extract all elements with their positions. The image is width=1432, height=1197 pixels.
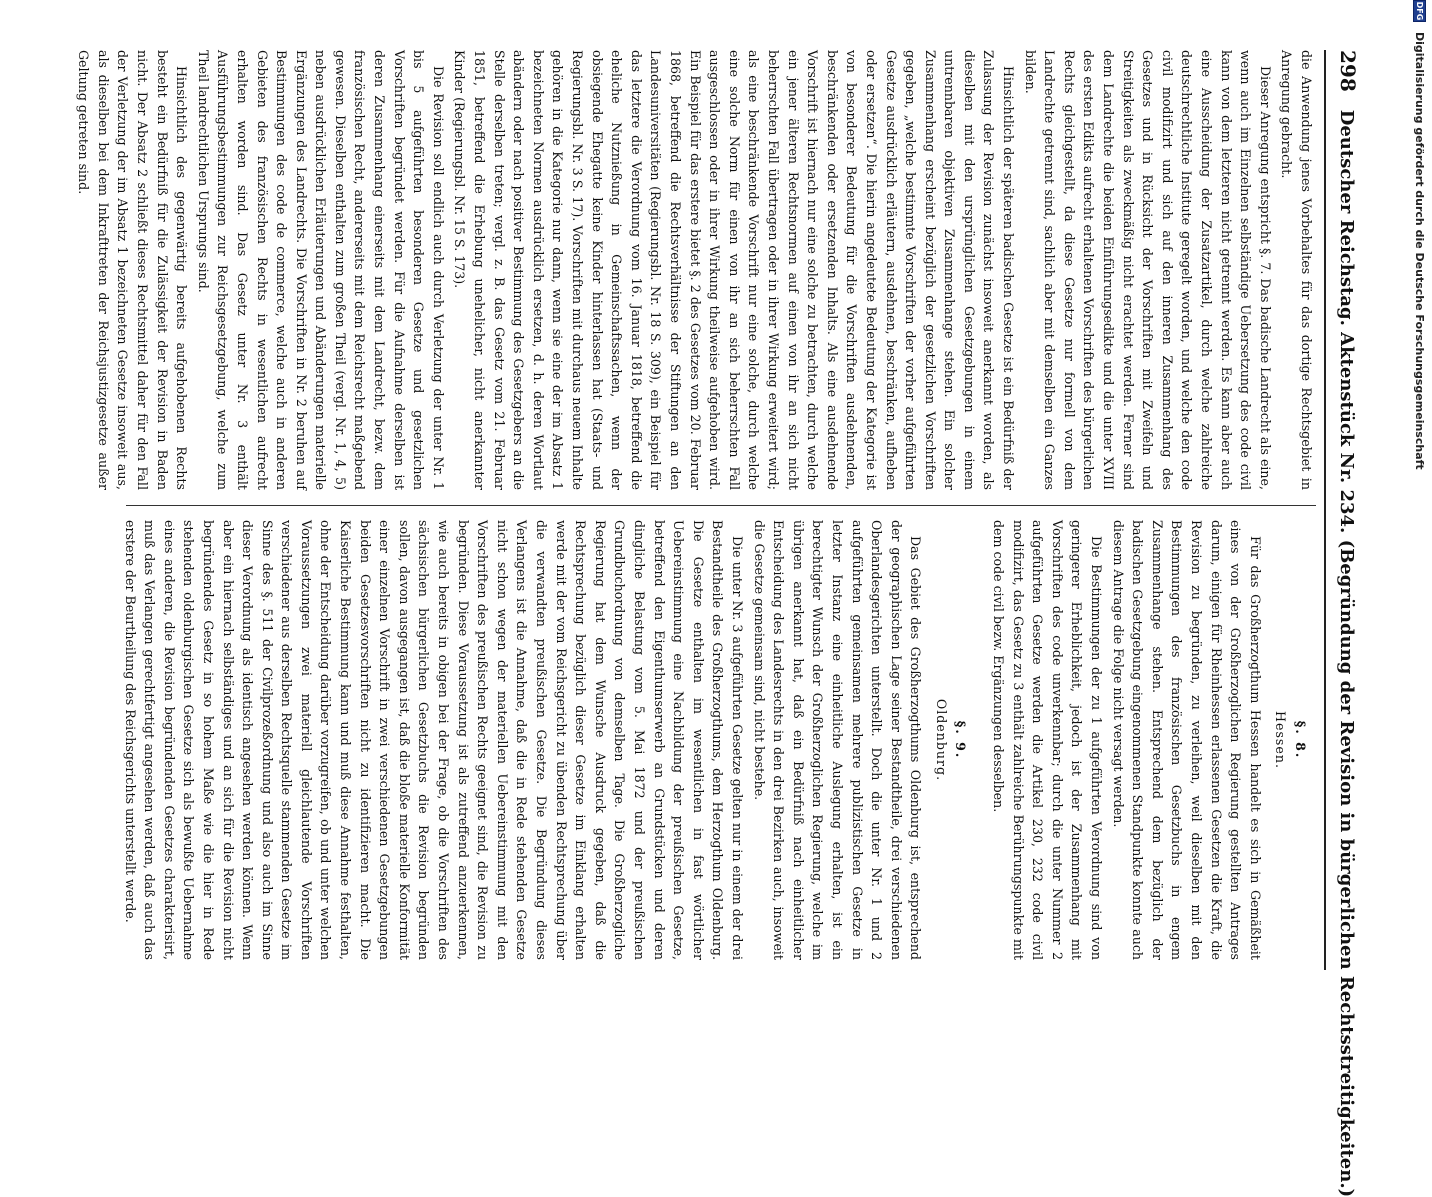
rotated-page xyxy=(76,50,1360,1197)
page-header xyxy=(1324,50,1360,1197)
section-8-subheading: Hessen. xyxy=(1273,711,1289,769)
digitization-footer xyxy=(1413,0,1426,1000)
page-number: 298 xyxy=(1336,50,1360,92)
column-separator xyxy=(126,505,1316,506)
section-8-heading: §. 8. xyxy=(1293,720,1308,760)
section-spacer xyxy=(977,520,987,960)
section-9-paragraph-2: Die unter Nr. 3 aufgeführten Gesetze gelten nur in einem der drei Bestandtheile des Großherzogthums, dem Herzogthum Oldenburg. Die Gesetze enthalten im wesentlichen in fast wörtlicher Uebereinstimmung eine Nachbildung der preußischen Gesetze, betreffend den Eigenthumserwerb an Grundstücken und deren dingliche Belastung vom 5. Mai 1872 und der preußischen Grundbuchordnung von demselben Tage. Die Großherzogliche Regierung hat dem Wunsche Ausdruck gegeben, daß die Rechtsprechung bezüglich dieser Gesetze im Einklang erhalten werde mit der vom Reichsgericht zu übenden Rechtsprechung über die verwandten preußischen Gesetze. Die Begründung dieses Verlangens ist die Annahme, daß die in Rede stehenden Gesetze nicht schon wegen der materiellen Uebereinstimmung mit den Vorschriften des preußischen Rechts geeignet sind, die Revision zu begründen. Diese Voraussetzung ist als zutreffend anzuerkennen, wie auch bereits in obigen bei der Frage, ob die Vorschriften des sächsischen bürgerlichen Gesetzbuchs die Revision begründen sollen, davon ausgegangen ist, daß die bloße materielle Konformität einer einzelnen Vorschrift in zwei verschiedenen Gesetzgebungen beiden Gesetzesvorschriften nicht zu identifizieren macht. Die Kaiserliche Bestimmung kann und muß diese Annahme festhalten, ohne der Entscheidung darüber vorzugreifen, ob und unter welchen Voraussetzungen zwei materiell gleichlautende Vorschriften verschiedener aus derselben Rechtsquelle stammenden Gesetze im Sinne des §. 511 der Civilprozeßordnung und also auch im Sinne dieser Verordnung als identisch angesehen werden können. Wenn aber ein hiernach selbständiges und an sich für die Revision nicht begründendes Gesetz in so hohem Maße wie die hier in Rede stehenden oldenburgischen Gesetze sich als bewußte Uebernahme eines anderen, die Revision begründenden Gesetzes charakterisirt, muß das Verlangen gerechtfertigt angesehen werden, daß auch das erstere der Beurtheilung des Reichsgerichts unterstellt werde. xyxy=(122,520,745,960)
dfg-logo-icon: DFG xyxy=(1415,1,1424,21)
section-9-subheading: Oldenburg. xyxy=(933,698,949,782)
left-paragraph-1: die Anwendung jenes Vorbehaltes für das dortige Rechtsgebiet in Anregung gebracht. xyxy=(1279,50,1314,490)
left-column xyxy=(72,50,1316,490)
section-8-paragraph-1: Für das Großherzogthum Hessen handelt es sich in Gemäßheit eines von der Großherzoglichen Regierung gestellten Antrages darum, einigen für Rheinhessen erlassenen Gesetzen die Kraft, die Revision zu begründen, zu verleihen, weil dieselben mit den Bestimmungen des französischen Gesetzbuchs in engem Zusammenhange stehen. Entsprechend dem bezüglich der badischen Gesetzgebung eingenommenen Standpunkte konnte auch diesem Antrage die Folge nicht versagt werden. xyxy=(1110,520,1263,960)
section-8-paragraph-2: Die Bestimmungen der zu 1 aufgeführten Verordnung sind von geringerer Erheblichkeit, jedoch ist der Zusammenhang mit Vorschriften des code unverkennbar; durch die unter Nummer 2 aufgeführten Gesetze werden die Artikel 230, 232 code civil modifizirt, das Gesetz zu 3 enthält zahlreiche Berührungspunkte mit dem code civil bezw. Ergänzungen desselben. xyxy=(991,520,1105,960)
left-paragraph-2: Dieser Anregung entspricht §. 7. Das badische Landrecht als eine, wenn auch im Einzelnen selbständige Uebersetzung des code civil kann von dem letzteren nicht getrennt werden. Es kann aber auch eine Ausscheidung der Zusatzartikel, durch welche zahlreiche deutschrechtliche Institute geregelt worden, und welche den code civil modifizirt und sich auf den inneren Zusammenhang des Gesetzes und in Rücksicht der Vorschriften mit Zweifeln und Streitigkeiten als zweckmäßig nicht erachtet werden. Ferner sind dem Landrechte die beiden Einführungsedikte und die unter XVIII des ersten Edikts aufrecht erhaltenen Vorschriften des bürgerlichen Rechts gleichgestellt, da diese Gesetze nur formell von dem Landrechte getrennt sind, sachlich aber mit demselben ein Ganzes bilden. xyxy=(1022,50,1273,490)
left-paragraph-5: Hinsichtlich des gegenwärtig bereits aufgehobenen Rechts besteht ein Bedürfniß für die Zulässigkeit der Revision in Baden nicht. Der Absatz 2 schließt dieses Rechtsmittel daher für den Fall der Verletzung der im Absatz 1 bezeichneten Gesetze insoweit aus, als dieselben bei dem Inkrafttreten der Reichsjustizgesetze außer Geltung getreten sind. xyxy=(76,50,190,490)
section-9-paragraph-1: Das Gebiet des Großherzogthums Oldenburg ist, entsprechend der geographischen Lage seiner Bestandtheile, drei verschiedenen Oberlandesgerichten unterstellt. Doch die unter Nr. 1 und 2 aufgeführten gemeinsamen mehrere publizistischen Gesetze in letzter Instanz eine einheitliche Auslegung erhalten, ist ein berechtigter Wunsch der Großherzoglichen Regierung, welche im übrigen anerkannt hat, daß ein Bedürfniß nach einheitlicher Entscheidung des Landesrechts in den drei Bezirken auch, insoweit die Gesetze gemeinsam sind, nicht bestehe. xyxy=(751,520,924,960)
footer-text: Digitalisierung gefördert durch die Deutsche Forschungsgemeinschaft xyxy=(1413,32,1426,470)
section-9-heading: §. 9. xyxy=(953,720,969,760)
left-paragraph-3: Hinsichtlich der späteren badischen Gesetze ist ein Bedürfniß der Zulassung der Revision zunächst insoweit anerkannt worden, als dieselben mit den ursprünglichen Gesetzgebungen in einem untrennbaren objektiven Zusammenhange stehen. Ein solcher Zusammenhang erscheint bezüglich der gesetzlichen Vorschriften gegeben, „welche bestimmte Vorschriften der vorher aufgeführten Gesetze ausdrücklich erläutern, ausdehnen, beschränken, aufheben oder ersetzen“. Die hierin angedeutete Bedeutung der Kategorie ist von besonderer Bedeutung für die Vorschriften ausdehnenden, beschränkenden oder ersetzenden Inhalts. Als eine ausdehnende Vorschrift ist hiernach nur eine solche zu betrachten, durch welche ein jener älteren Rechtsnormen auf einen von ihr an sich nicht beherrschten Fall übertragen oder in ihrer Wirkung erweitert wird; als eine beschränkende Vorschrift nur eine solche, durch welche eine solche Norm für einen von ihr an sich beherrschten Fall ausgeschlossen oder in ihrer Wirkung theilweise aufgehoben wird. Ein Beispiel für das erstere bietet §. 2 des Gesetzes vom 20. Februar 1868, betreffend die Rechtsverhältnisse der Stiftungen an den Landesuniversitäten (Regierungsbl. Nr. 18 S. 309), ein Beispiel für das letztere die Verordnung vom 16. Januar 1818, betreffend die eheliche Nutznießung in Gemeinschaftssachen, wenn der obsiegende Ehegatte keine Kinder hinterlassen hat (Staats- und Regierungsbl. Nr. 3 S. 17). Vorschriften mit durchaus neuem Inhalte gehören in die Kategorie nur dann, wenn sie eine der im Absatz 1 bezeichneten Normen ausdrücklich ersetzen, d. h. deren Wortlaut abändern oder nach positiver Bestimmung des Gesetzgebers an die Stelle derselben treten; vergl. z. B. das Gesetz vom 21. Februar 1851, betreffend die Erhebung unehelicher, nicht anerkannter Kinder (Regierungsbl. Nr. 15 S. 173). xyxy=(452,50,1017,490)
page-title: Deutscher Reichstag. Aktenstück Nr. 234. (Begründung der Revision in bürgerlichen Rechtsstreitigkeiten.) xyxy=(1336,109,1357,1197)
right-column xyxy=(118,520,1316,960)
left-paragraph-4: Die Revision soll endlich auch durch Verletzung der unter Nr. 1 bis 5 aufgeführten besonderen Gesetze und gesetzlichen Vorschriften begründet werden. Für die Aufnahme derselben ist deren Zusammenhang einerseits mit dem Landrecht, bezw. dem französischen Recht, andererseits mit dem Reichsrecht maßgebend gewesen. Dieselben enthalten zum großen Theil (vergl. Nr. 1, 4, 5) neben ausdrücklichen Erläuterungen und Abänderungen materielle Ergänzungen des Landrechts. Die Vorschriften in Nr. 2 beruhen auf Bestimmungen des code de commerce, welche auch in anderen Gebieten des französischen Rechts in wesentlichen aufrecht erhalten worden sind. Das Gesetz unter Nr. 3 enthält Ausführungsbestimmungen zur Reichsgesetzgebung, welche zum Theil landrechtlichen Ursprungs sind. xyxy=(195,50,446,490)
